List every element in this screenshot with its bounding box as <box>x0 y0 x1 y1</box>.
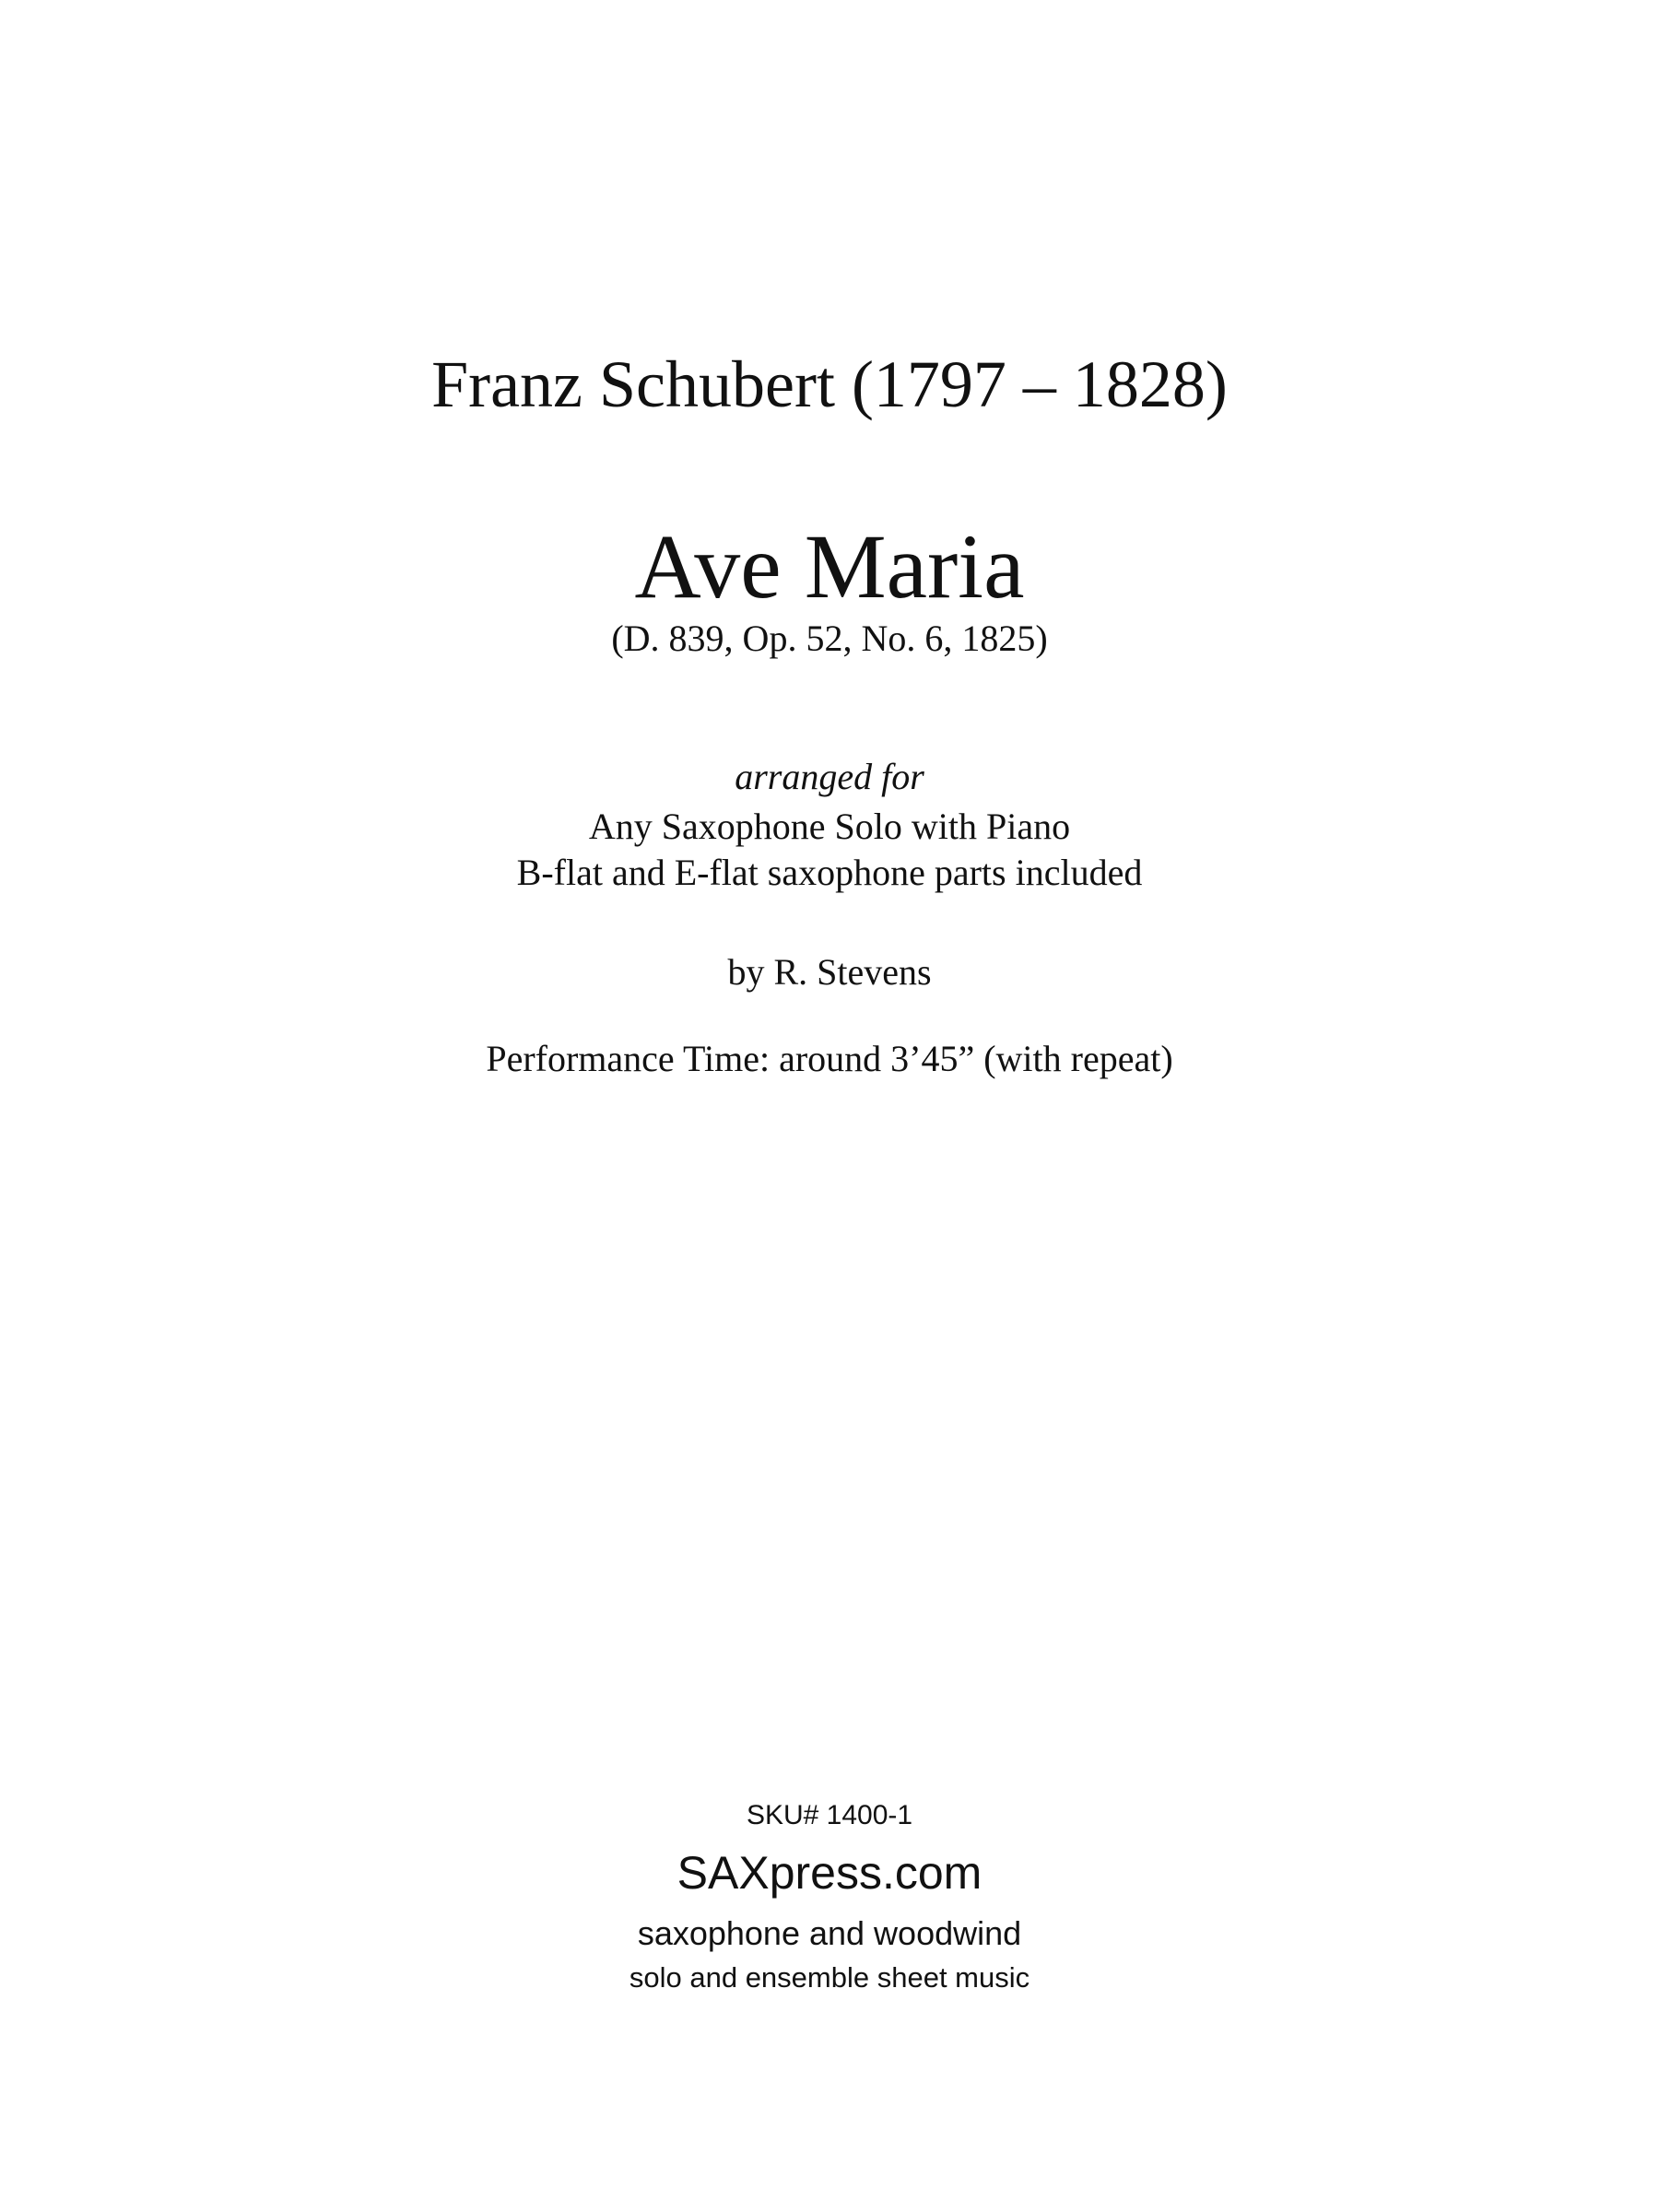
instrumentation-line-1: Any Saxophone Solo with Piano <box>588 806 1071 847</box>
publisher-tagline-1: saxophone and woodwind <box>637 1914 1022 1952</box>
sku-number: SKU# 1400-1 <box>746 1800 913 1830</box>
piece-title: Ave Maria <box>634 515 1025 618</box>
performance-time: Performance Time: around 3’45” (with repeat) <box>486 1038 1173 1079</box>
composer-heading: Franz Schubert (1797 – 1828) <box>431 347 1228 421</box>
publisher-tagline-2: solo and ensemble sheet music <box>629 1961 1030 1994</box>
arranged-for-label: arranged for <box>735 756 924 797</box>
instrumentation-line-2: B-flat and E-flat saxophone parts included <box>516 852 1143 893</box>
arranger-credit: by R. Stevens <box>727 951 932 993</box>
publisher-website: SAXpress.com <box>677 1847 982 1899</box>
catalog-info: (D. 839, Op. 52, No. 6, 1825) <box>611 618 1048 659</box>
